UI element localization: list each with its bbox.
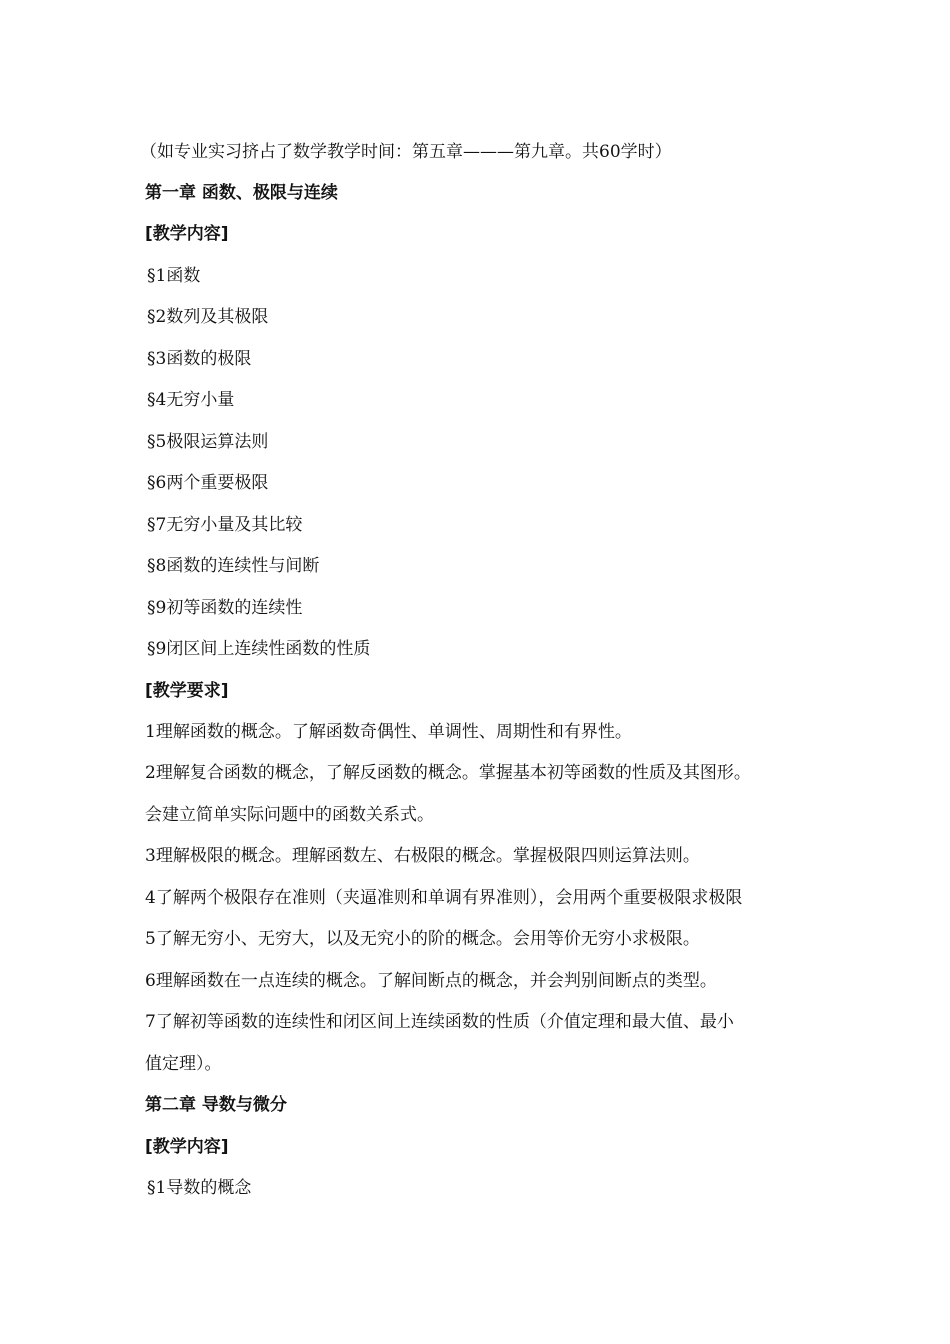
requirement-item: 3理解极限的概念。理解函数左、右极限的概念。掌握极限四则运算法则。	[145, 846, 700, 866]
section-item: §1函数	[147, 266, 201, 286]
requirement-item: 5了解无穷小、无穷大，以及无究小的阶的概念。会用等价无穷小求极限。	[145, 929, 700, 949]
requirement-item: 2理解复合函数的概念，了解反函数的概念。掌握基本初等函数的性质及其图形。	[145, 763, 751, 783]
requirement-item: 6理解函数在一点连续的概念。了解间断点的概念，并会判别间断点的类型。	[145, 971, 717, 991]
section-item: §3函数的极限	[147, 349, 252, 369]
requirement-item: 4了解两个极限存在准则（夹逼准则和单调有界准则），会用两个重要极限求极限	[145, 888, 743, 908]
section-item: §1导数的概念	[147, 1178, 252, 1198]
section-item: §8函数的连续性与间断	[147, 556, 320, 576]
section-item: §7无穷小量及其比较	[147, 515, 303, 535]
section-item: §4无穷小量	[147, 390, 235, 410]
chapter-2-content-heading: [教学内容]	[145, 1137, 229, 1157]
section-item: §9初等函数的连续性	[147, 598, 303, 618]
section-item: §2数列及其极限	[147, 307, 269, 327]
requirement-item: 1理解函数的概念。了解函数奇偶性、单调性、周期性和有界性。	[145, 722, 632, 742]
chapter-1-title: 第一章 函数、极限与连续	[145, 183, 338, 203]
requirement-item: 值定理）。	[145, 1054, 222, 1074]
chapter-1-content-heading: [教学内容]	[145, 224, 229, 244]
requirement-item: 7了解初等函数的连续性和闭区间上连续函数的性质（介值定理和最大值、最小	[145, 1012, 734, 1032]
chapter-2-title: 第二章 导数与微分	[145, 1095, 287, 1115]
chapter-1-requirements-heading: [教学要求]	[145, 681, 229, 701]
section-item: §5极限运算法则	[147, 432, 269, 452]
section-item: §9闭区间上连续性函数的性质	[147, 639, 371, 659]
section-item: §6两个重要极限	[147, 473, 269, 493]
schedule-note: （如专业实习挤占了数学教学时间：第五章———第九章。共60学时）	[140, 142, 672, 162]
requirement-item: 会建立简单实际问题中的函数关系式。	[145, 805, 434, 825]
